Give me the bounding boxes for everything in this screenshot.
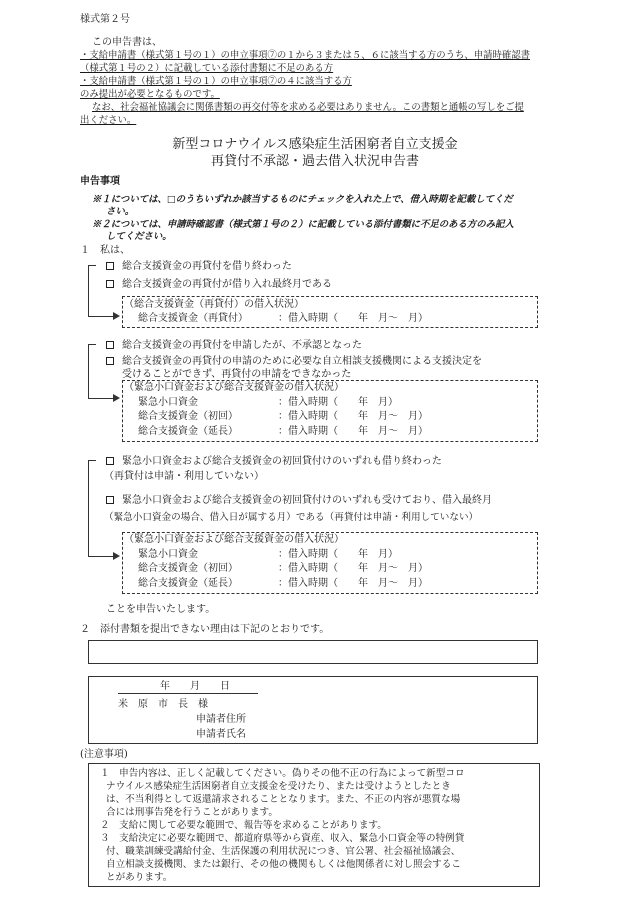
intro-line: この申告書は、 [92,37,162,48]
option-g3-2[interactable]: 緊急小口資金および総合支援資金の初回貸付けのいずれも受けており、借入最終月 [106,495,492,507]
loan-row: 総合支援資金（初回） ：借入時期（ 年 月～ 月） [138,563,428,574]
loan-row: 総合支援資金（延長） ：借入時期（ 年 月～ 月） [138,426,428,437]
option-g3-1-cont: （再貸付は申請・利用していない） [104,471,264,482]
checkbox[interactable] [106,280,114,288]
caution-line: 付、職業訓練受講給付金、生活保護の利用状況につき、官公署、社会福祉協議会、 [106,846,461,857]
note-2: ※２については、申請時確認書（様式第１号の２）に記載している添付書類に不足のある方のみ記入 [92,219,514,230]
option-g2-2[interactable]: 総合支援資金の再貸付の申請のために必要な自立相談支援機関による支援決定を [106,356,482,368]
option-g2-2-cont: 受けることができず、再貸付の申請をできなかった [122,369,352,380]
item1-label: １ 私は、 [80,245,130,256]
caution-line: ナウイルス感染症生活困窮者自立支援金を受けたり、または受けようとしたとき [106,781,451,792]
loan-row: 総合支援資金（再貸付） ：借入時期（ 年 月～ 月） [138,313,428,324]
caution-line: ２ 支給に関して必要な範囲で、報告等を求めることがあります。 [100,820,387,831]
option-g1-2[interactable]: 総合支援資金の再貸付が借り入れ最終月である [106,279,332,291]
loan-row: 総合支援資金（初回） ：借入時期（ 年 月～ 月） [138,411,428,422]
caution-line: ３ 支給決定に必要な範囲で、都道府県等から資産、収入、緊急小口資金等の特例貸 [100,833,465,844]
reason-input[interactable] [88,640,538,664]
option-g1-1[interactable]: 総合支援資金の再貸付を借り終わった [106,261,292,273]
checkbox[interactable] [106,457,114,465]
form-number: 様式第２号 [80,14,130,25]
option-g2-1[interactable]: 総合支援資金の再貸付を申請したが、不承認となった [106,340,362,352]
caution-line: 自立相談支援機関、または銀行、その他の機関もしくは他関係者に対し照会するこ [106,859,461,870]
caution-line: とがあります。 [106,872,173,883]
intro-line: ・支給申請書（様式第１号の１）の申立事項⑦の１から３または５、６に該当する方のうち、申請時確認書 [80,50,531,61]
intro-line: （様式第１号の２）に記載している添付書類に不足のある方 [80,63,334,74]
applicant-name-label: 申請者氏名 [196,729,246,740]
applicant-address-label: 申請者住所 [196,714,246,725]
closing-text: ことを申告いたします。 [106,604,216,615]
checkbox[interactable] [106,341,114,349]
note-2-cont: してください。 [106,231,172,242]
checkbox[interactable] [106,357,114,365]
checkbox[interactable] [106,496,114,504]
option-g3-2-cont: （緊急小口資金の場合、借入日が属する月）である（再貸付は申請・利用していない） [104,512,479,523]
intro-line: 出ください。 [80,115,137,126]
intro-line: のみ提出が必要となるものです。 [80,89,220,100]
intro-line: なお、社会福祉協議会に関係書類の再交付等を求める必要はありません。この書類と通帳の写しをご提 [92,102,524,113]
note-1-cont: さい。 [106,206,135,217]
loan-row: 緊急小口資金 ：借入時期（ 年 月） [138,397,398,408]
option-g3-1[interactable]: 緊急小口資金および総合支援資金の初回貸付けのいずれも借り終わった [106,456,442,468]
box-title: （緊急小口資金および総合支援資金の借入状況） [124,382,344,393]
caution-line: は、不当利得として返還請求されることとなります。また、不正の内容が悪質な場 [106,794,461,805]
note-1: ※１については、□のうちいずれか該当するものにチェックを入れた上で、借入時期を記載してくだ [92,194,513,205]
box-title: （緊急小口資金および総合支援資金の借入状況） [124,534,344,545]
intro-line: ・支給申請書（様式第１号の１）の申立事項⑦の４に該当する方 [80,76,352,87]
loan-row: 緊急小口資金 ：借入時期（ 年 月） [138,549,398,560]
date-field[interactable]: 年 月 日 [160,681,230,692]
caution-heading: (注意事項) [80,749,128,760]
caution-line: １ 申告内容は、正しく記載してください。偽りその他不正の行為によって新型コロ [100,768,465,779]
caution-line: 合には刑事告発を行うことがあります。 [106,807,278,818]
addressee: 米 原 市 長 様 [118,699,208,710]
title-line-1: 新型コロナウイルス感染症生活困窮者自立支援金 [172,137,458,152]
box-title: （総合支援資金（再貸付）の借入状況） [124,299,304,310]
loan-row: 総合支援資金（延長） ：借入時期（ 年 月～ 月） [138,578,428,589]
section-heading: 申告事項 [80,176,120,187]
item2-label: ２ 添付書類を提出できない理由は下記のとおりです。 [80,624,330,635]
title-line-2: 再貸付不承認・過去借入状況申告書 [210,154,419,169]
checkbox[interactable] [106,262,114,270]
